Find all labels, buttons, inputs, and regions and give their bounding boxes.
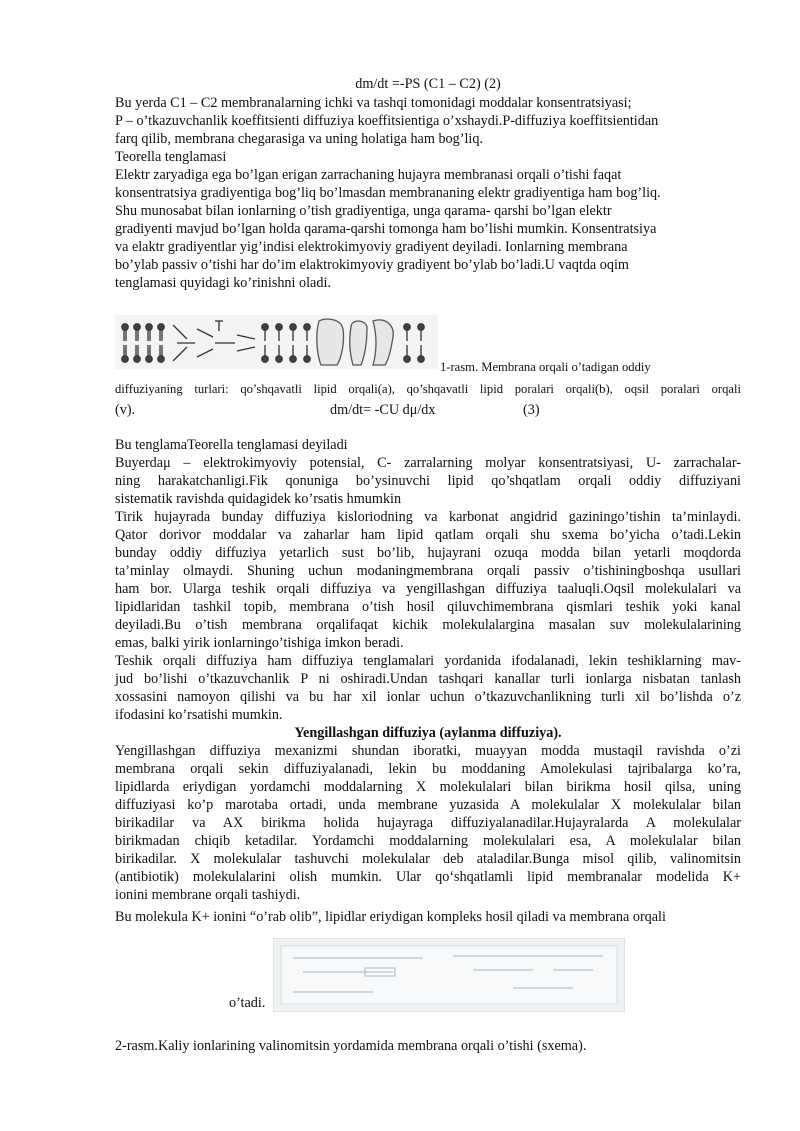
paragraph-line: Qator dorivor moddalar va zaharlar ham lipid qatlam orqali shu sxema bo’yicha o’tadi.Lekin (115, 527, 741, 543)
paragraph-line: xossasini namoyon qilishi va bu har xil ionlar uchun o’tkazuvchanlikning turli xil bo’lishda o’z (115, 689, 741, 705)
figure-1-caption: (v). (115, 402, 136, 418)
paragraph-line: membrana orqali sekin diffuziyalanadi, lekin bu moddaning Amolekulasi tajribalarga ko’ra, (115, 761, 741, 777)
paragraph-line: ifodasini ko’rsatishi mumkin. (115, 707, 283, 723)
paragraph-line: birikadilar. X molekulalar tashuvchi molekulalar deb ataladilar.Bunga misol qilib, valinomitsin (115, 851, 741, 867)
paragraph-line: sistematik ravishda quidagidek ko’rsatis hmumkin (115, 491, 402, 507)
paragraph-line: (antibiotik) molekulalarini olish mumkin. Ular qo‘shqatlamli lipid membranalar modelida K+ (115, 869, 741, 885)
figure-1-caption: 1-rasm. Membrana orqali o’tadigan oddiy (440, 360, 651, 374)
paragraph-line: Shu munosabat bilan ionlarning o’tish gradiyentiga, unga qarama- qarshi bo’lgan elektr (115, 203, 612, 219)
paragraph-line: lipidlarda eriydigan yordamchi moddalarning X molekulalari bilan birikma hosil qilsa, uning (115, 779, 741, 795)
formula-3-number: (3) (523, 402, 540, 418)
paragraph-line: jud bo’lishi o’tkazuvchanlik P ni oshiradi.Undan tashqari kanallar turli ionlarga nisbatan tanlash (115, 671, 741, 687)
paragraph-line: Buyerdaμ – elektrokimyoviy potensial, C- zarralarning molyar konsentratsiyasi, U- zarrachalar- (115, 455, 741, 471)
paragraph-line: Teshik orqali diffuziya ham diffuziya tenglamalari yordanida ifodalanadi, lekin teshiklarning mav- (115, 653, 741, 669)
paragraph-line: lipidlaridan tashkil topib, membrana o’tish hosil qiluvchimembrana qismlari teshik yoki kanal (115, 599, 741, 615)
paragraph-line: o’tadi. (229, 995, 266, 1011)
paragraph-line: tenglamasi quyidagi ko’rinishni oladi. (115, 275, 331, 291)
formula-3: dm/dt= -CU dμ/dx (330, 402, 436, 418)
paragraph-line: ham bor. Ularga teshik orqali diffuziya va yengillashgan diffuziya taaluqli.Oqsil molekulalari va (115, 581, 741, 597)
figure-2-caption: 2-rasm.Kaliy ionlarining valinomitsin yordamida membrana orqali o’tishi (sxema). (115, 1038, 587, 1054)
paragraph-line: deyiladi.Bu o’tish membrana orqalifaqat kichik molekulalargina masalan suv molekulalarining (115, 617, 741, 633)
section-heading: Yengillashgan diffuziya (aylanma diffuziya). (294, 725, 562, 741)
paragraph-line: Elektr zaryadiga ega bo’lgan erigan zarrachaning hujayra membranasi orqali o’tishi faqat (115, 167, 622, 183)
paragraph-line: ning harakatchanligi.Fik qonuniga bo’ysinuvchi lipid qo’shqatlam orqali oddiy diffuziyani (115, 473, 741, 489)
paragraph-line: bo’ylab passiv o’tishi har do’im elaktrokimyoviy gradiyent bo’ylab bo’ladi.U vaqtda oqim (115, 257, 629, 273)
section-heading: Teorella tenglamasi (115, 149, 227, 165)
paragraph-line: bunday oddiy diffuziya yetarlich sust bo’lib, hujayrani ozuqa modda bilan yetarli moqdorda (115, 545, 741, 561)
paragraph-line: ta’minlay olmaydi. Shuning uchun modaningmembrana orqali passiv o’tishiningboshqa usullari (115, 563, 741, 579)
paragraph-line: Bu yerda C1 – C2 membranalarning ichki va tashqi tomonidagi moddalar konsentratsiyasi; (115, 95, 632, 111)
paragraph-line: Yengillashgan diffuziya mexanizmi shundan iboratki, muayyan modda mustaqil ravishda o’zi (115, 743, 741, 759)
paragraph-line: Bu molekula K+ ionini “o’rab olib”, lipidlar eriydigan kompleks hosil qiladi va membrana orqali (115, 909, 666, 925)
figure-1-membrane-diffusion (115, 315, 438, 369)
figure-2-valinomycin-scheme (273, 938, 625, 1012)
paragraph-line: emas, balki yirik ionlarningo’tishiga imkon beradi. (115, 635, 404, 651)
paragraph-line: birikmadan chiqib ketadilar. Yordamchi moddalarning molekulalari esa, A molekulalar bilan (115, 833, 741, 849)
paragraph-line: farq qilib, membrana chegarasiga va uning holatiga ham bog’liq. (115, 131, 483, 147)
figure-1-caption: diffuziyaning turlari: qo’shqavatli lipid orqali(a), qo’shqavatli lipid poralari orqali(b), oqsil poralari orqali (115, 382, 741, 396)
formula-2: dm/dt =-PS (C1 – C2) (2) (355, 76, 501, 92)
paragraph-line: ionini membrane orqali tashiydi. (115, 887, 301, 903)
paragraph-line: Tirik hujayrada bunday diffuziya kisloriodning va karbonat angidrid gaziningo’tishin ta’minlaydi. (115, 509, 741, 525)
paragraph-line: va elaktr gradiyentlar yig’indisi elektrokimyoviy gradiyent deyiladi. Ionlarning membrana (115, 239, 628, 255)
paragraph-line: Bu tenglamaTeorella tenglamasi deyiladi (115, 437, 348, 453)
paragraph-line: P – o’tkazuvchanlik koeffitsienti diffuziya koeffitsientiga o’xshaydi.P-diffuziya koeffitsientidan (115, 113, 659, 129)
paragraph-line: gradiyenti mavjud bo’lgan holda qarama-qarshi tomonga ham bo’lishi mumkin. Konsentratsiya (115, 221, 657, 237)
paragraph-line: birikadilar va AX birikma holida hujayraga diffuziyalanadilar.Hujayralarda A molekulalar (115, 815, 741, 831)
paragraph-line: diffuziyasi ko’p marotaba ortadi, unda membrane yuzasida A molekulalar X molekulalar bilan (115, 797, 741, 813)
paragraph-line: konsentratsiya gradiyentiga bog’liq bo’lmasdan membrananing elektr gradiyentiga ham bog’liq. (115, 185, 661, 201)
